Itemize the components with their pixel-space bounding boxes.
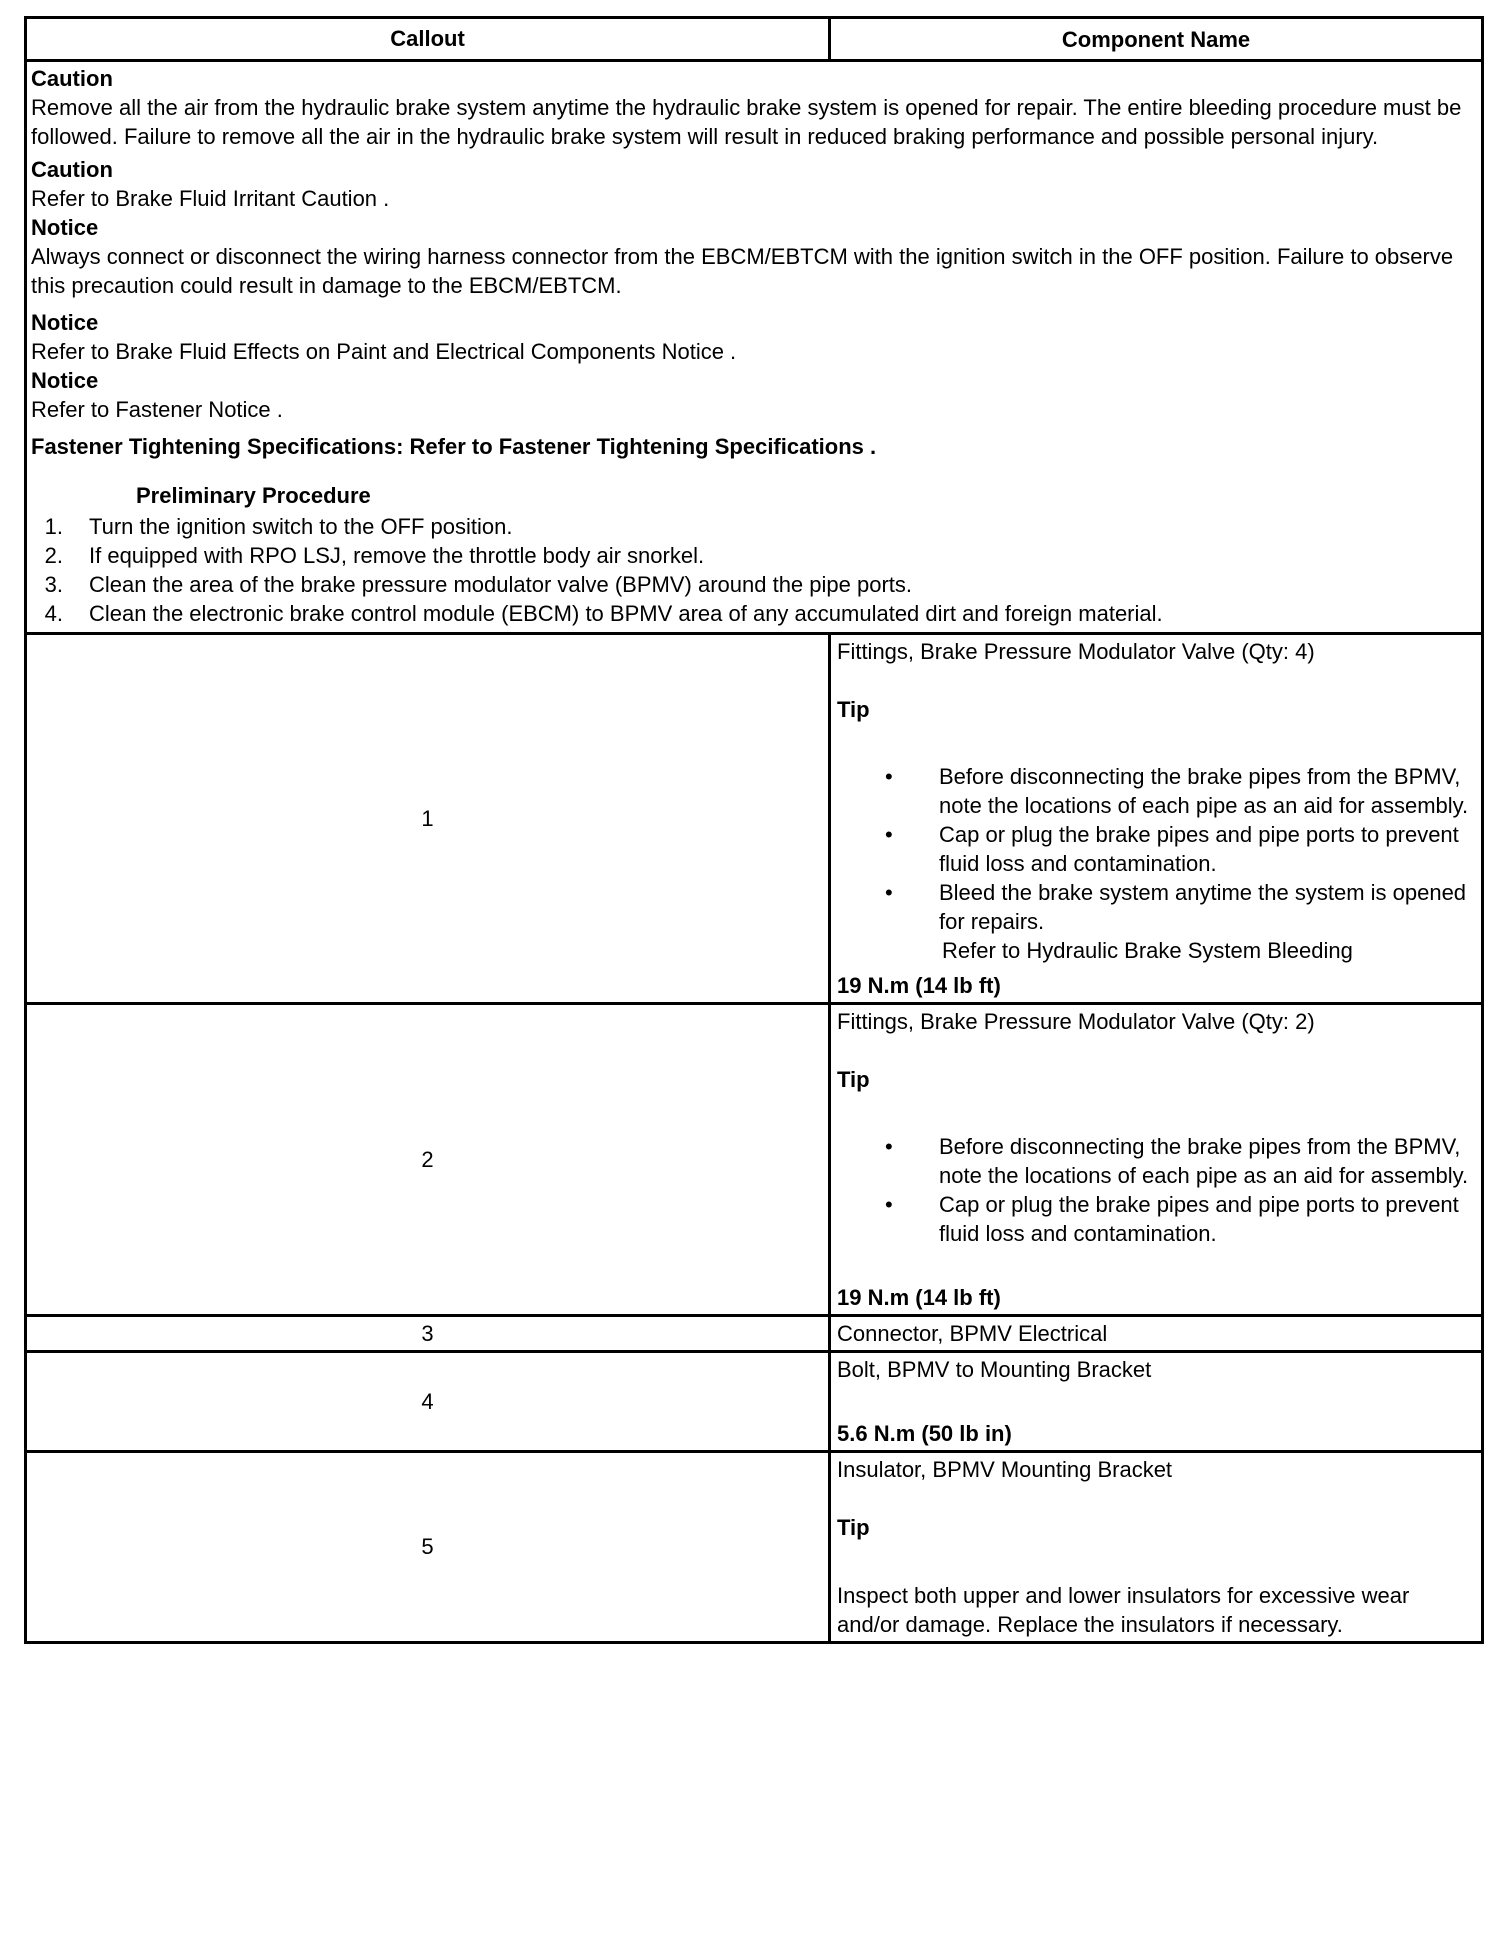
notice-text: Refer to Fastener Notice . bbox=[31, 397, 283, 422]
tip-title: Tip bbox=[837, 1067, 870, 1092]
callout-number: 1 bbox=[27, 635, 831, 1002]
refer-link[interactable]: Refer to Hydraulic Brake System Bleeding bbox=[942, 938, 1353, 963]
notice-text: Always connect or disconnect the wiring harness connector from the EBCM/EBTCM with the ignition switch in the OFF position. Failure to observe this precaution could result in damage to the EBCM/EBTCM. bbox=[31, 244, 1454, 298]
torque-spec: 19 N.m (14 lb ft) bbox=[837, 1285, 1001, 1310]
torque-spec: 5.6 N.m (50 lb in) bbox=[837, 1421, 1012, 1446]
caution-title: Caution bbox=[31, 66, 113, 91]
notice-title: Notice bbox=[31, 368, 99, 393]
tip-item: • Bleed the brake system anytime the system is opened for repairs. Refer to Hydraulic Brake System Bleeding bbox=[885, 880, 1467, 963]
tip-text: Inspect both upper and lower insulators for excessive wear and/or damage. Replace the insulators if necessary. bbox=[837, 1583, 1410, 1637]
tip-title: Tip bbox=[837, 697, 870, 722]
callout-number: 3 bbox=[27, 1317, 831, 1350]
step: 2. If equipped with RPO LSJ, remove the throttle body air snorkel. bbox=[44, 543, 705, 568]
torque-spec: 19 N.m (14 lb ft) bbox=[837, 973, 1001, 998]
callout-number: 4 bbox=[27, 1353, 831, 1450]
prelim-steps bbox=[31, 512, 1477, 628]
callout-number: 5 bbox=[27, 1453, 831, 1641]
notice-text: Refer to Brake Fluid Effects on Paint and Electrical Components Notice . bbox=[31, 339, 737, 364]
prelim-title: Preliminary Procedure bbox=[136, 483, 371, 508]
header-callout: Callout bbox=[27, 19, 831, 59]
table-row bbox=[27, 1314, 1481, 1350]
caution-text: Remove all the air from the hydraulic brake system anytime the hydraulic brake system is opened for repair. The entire bleeding procedure must be followed. Failure to remove all the air in the hydraulic brake system will result in reduced braking performance and possible personal injury. bbox=[31, 95, 1462, 149]
component-name: Insulator, BPMV Mounting Bracket bbox=[837, 1457, 1173, 1482]
caution-title: Caution bbox=[31, 157, 113, 182]
component-name: Bolt, BPMV to Mounting Bracket bbox=[837, 1357, 1152, 1382]
tip-title: Tip bbox=[837, 1515, 870, 1540]
tip-item: • Cap or plug the brake pipes and pipe ports to prevent fluid loss and contamination. bbox=[885, 1192, 1459, 1246]
step: 3. Clean the area of the brake pressure modulator valve (BPMV) around the pipe ports. bbox=[44, 572, 913, 597]
component-name: Fittings, Brake Pressure Modulator Valve (Qty: 4) bbox=[837, 639, 1315, 664]
caution-text: Refer to Brake Fluid Irritant Caution . bbox=[31, 186, 390, 211]
step: 4. Clean the electronic brake control module (EBCM) to BPMV area of any accumulated dirt and foreign material. bbox=[44, 601, 1163, 626]
component-table bbox=[24, 16, 1484, 1644]
tip-item: • Before disconnecting the brake pipes from the BPMV, note the locations of each pipe as an aid for assembly. bbox=[885, 764, 1469, 818]
table-row bbox=[27, 1450, 1481, 1641]
tip-list bbox=[837, 753, 1475, 965]
table-row bbox=[27, 632, 1481, 1002]
header-component-name: Component Name bbox=[1061, 26, 1251, 52]
tip-list bbox=[837, 1123, 1475, 1248]
notice-title: Notice bbox=[31, 310, 99, 335]
preamble bbox=[27, 62, 1481, 632]
table-header bbox=[27, 19, 1481, 62]
table-row bbox=[27, 1002, 1481, 1314]
tip-item: • Before disconnecting the brake pipes from the BPMV, note the locations of each pipe as an aid for assembly. bbox=[885, 1134, 1469, 1188]
callout-number: 2 bbox=[27, 1005, 831, 1314]
component-name: Connector, BPMV Electrical bbox=[837, 1321, 1108, 1346]
component-name: Fittings, Brake Pressure Modulator Valve (Qty: 2) bbox=[837, 1009, 1315, 1034]
fastener-spec: Fastener Tightening Specifications: Refer to Fastener Tightening Specifications . bbox=[31, 434, 877, 459]
table-row bbox=[27, 1350, 1481, 1450]
step: 1. Turn the ignition switch to the OFF position. bbox=[44, 514, 513, 539]
notice-title: Notice bbox=[31, 215, 99, 240]
tip-item: • Cap or plug the brake pipes and pipe ports to prevent fluid loss and contamination. bbox=[885, 822, 1459, 876]
